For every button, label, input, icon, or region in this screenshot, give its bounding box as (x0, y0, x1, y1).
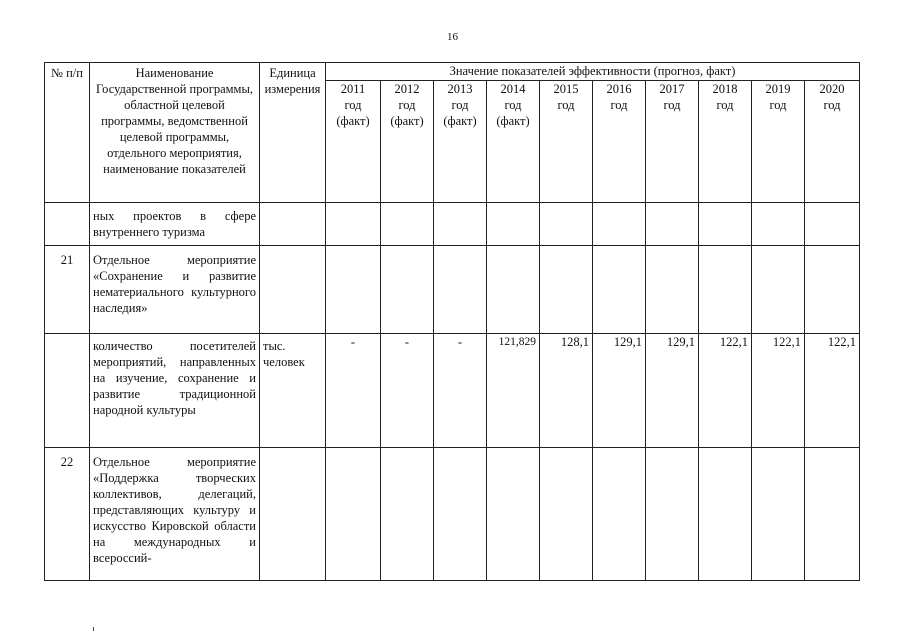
row-value (326, 246, 381, 334)
row-value: 122,1 (752, 334, 805, 448)
row-value: - (381, 334, 434, 448)
row-unit (260, 448, 326, 581)
row-value: 122,1 (699, 334, 752, 448)
header-year-2020: 2020 год (805, 81, 860, 203)
table-row (45, 334, 860, 448)
header-number: № п/п (45, 63, 90, 203)
row-value (805, 448, 860, 581)
row-value (593, 246, 646, 334)
row-value (699, 448, 752, 581)
row-name: Отдельное мероприятие «Сохранение и развитие нематериального культурного наследия» (90, 246, 260, 334)
header-year-2013: 2013 год (факт) (434, 81, 487, 203)
row-value: - (434, 334, 487, 448)
row-name: ных проектов в сфере внутреннего туризма (90, 203, 260, 246)
row-value (646, 246, 699, 334)
header-name: Наименование Государственной программы, областной целевой программы, ведомственной целевой программы, отдельного мероприятия, наименование показателей (90, 63, 260, 203)
row-number (45, 334, 90, 448)
table-row (45, 203, 860, 246)
header-year-2015: 2015 год (540, 81, 593, 203)
header-year-2018: 2018 год (699, 81, 752, 203)
header-year-2016: 2016 год (593, 81, 646, 203)
row-value (434, 246, 487, 334)
row-value (646, 203, 699, 246)
row-value (699, 246, 752, 334)
row-unit (260, 203, 326, 246)
row-value: - (326, 334, 381, 448)
row-value (752, 448, 805, 581)
row-value (805, 203, 860, 246)
header-values-group: Значение показателей эффективности (прогноз, факт) (326, 63, 860, 81)
row-value: 122,1 (805, 334, 860, 448)
row-value (699, 203, 752, 246)
row-value (540, 246, 593, 334)
header-year-2019: 2019 год (752, 81, 805, 203)
row-value (487, 203, 540, 246)
row-value: 129,1 (646, 334, 699, 448)
table-row (45, 448, 860, 581)
row-value: 128,1 (540, 334, 593, 448)
row-value: 121,829 (487, 334, 540, 448)
row-value (434, 448, 487, 581)
row-value (326, 203, 381, 246)
row-number: 22 (45, 448, 90, 581)
row-name: количество посетителей мероприятий, направленных на изучение, сохранение и развитие традиционной народной культуры (90, 334, 260, 448)
row-value (434, 203, 487, 246)
row-value (752, 246, 805, 334)
row-unit (260, 246, 326, 334)
header-year-2012: 2012 год (факт) (381, 81, 434, 203)
row-value (381, 203, 434, 246)
row-value (805, 246, 860, 334)
header-year-2017: 2017 год (646, 81, 699, 203)
row-value (593, 203, 646, 246)
row-number (45, 203, 90, 246)
header-year-2014: 2014 год (факт) (487, 81, 540, 203)
page-number: 16 (447, 31, 458, 43)
row-value: 129,1 (593, 334, 646, 448)
row-value (540, 448, 593, 581)
row-value (646, 448, 699, 581)
row-name: Отдельное мероприятие «Поддержка творческих коллективов, делегаций, представляющих культуру и искусство Кировской области на международных и всероссий- (90, 448, 260, 581)
row-number: 21 (45, 246, 90, 334)
row-value (752, 203, 805, 246)
indicators-table (44, 62, 860, 581)
row-unit: тыс. человек (260, 334, 326, 448)
row-value (326, 448, 381, 581)
row-value (487, 246, 540, 334)
row-value (381, 448, 434, 581)
row-value (381, 246, 434, 334)
row-value (487, 448, 540, 581)
header-year-2011: 2011 год (факт) (326, 81, 381, 203)
scan-mark (93, 627, 98, 631)
table-row (45, 246, 860, 334)
row-value (593, 448, 646, 581)
header-unit: Единица измерения (260, 63, 326, 203)
row-value (540, 203, 593, 246)
